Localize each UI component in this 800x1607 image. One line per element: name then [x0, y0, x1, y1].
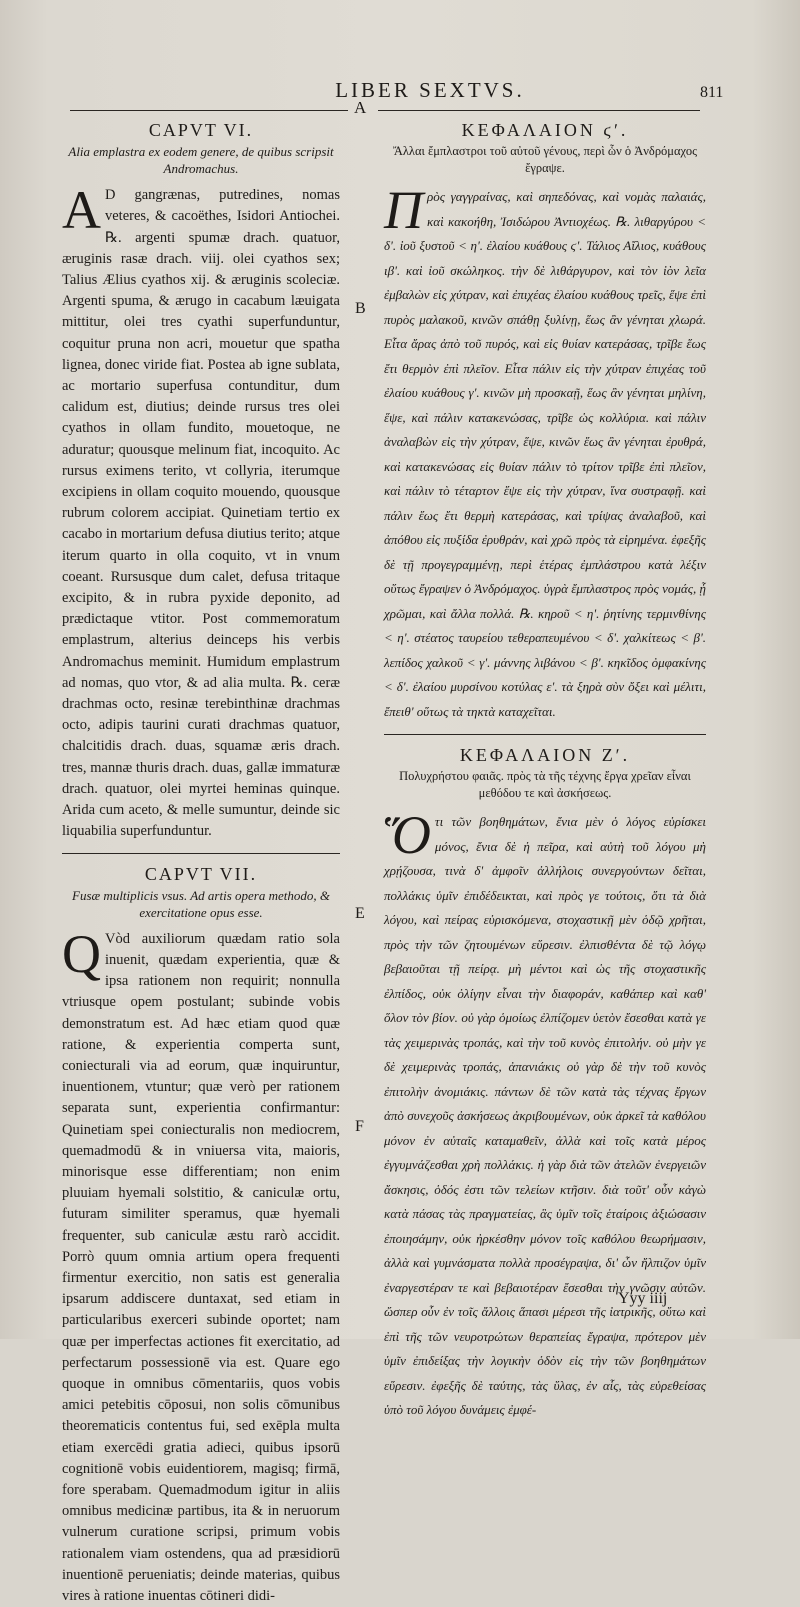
running-head: LIBER SEXTVS. — [335, 78, 525, 102]
chapter-7-text: QVòd auxiliorum quædam ratio sola inuenit, quædam experientia, quæ & ipsa rationem non requirit; nonnulla vtriusque opem postulant; subinde vobis demonstratum est. Ad hæc etiam quod quæ ratione, & experientia comperta sunt, coniecturali via ad eorum, quæ inquiruntur, inuentionem, vtuntur; quæ verò per rationem separata sunt, experientia confirmantur: Quinetiam spei coniecturalis non mediocrem, quemadmodū & in vniuersa vita, maioris, minorisque esse differentiam; non enim pluuiam hyemali solstitio, & caniculæ ortu, futuram similiter speramus, quæ hyemali frequenter, sub caniculæ æstu rarò accidit. Porrò quum omnia artium opera frequenti firmentur exercitio, non satis est generalia ipsarum addiscere duntaxat, sed etiam in particularibus exerceri subinde oportet; nam quæ per imperfectas actiones fit exercitatio, ad perfectarum possessionē via est. Quare ego quoque in omnibus cōmentariis, quos vobis amici petebitis cōposui, non solis cōmunibus theorematicis contentus fui, sed exēpla multa etiam exercēdi gratia adieci, quibus ipsorū cognitionē vobis euidentiorem, magisq; firmā, fore sperabam. Quemadmodum igitur in aliis omnibus medicinæ partibus, ita & in neruorum vulnerum curatione scripsi, primum vobis rationalem viam ostendens, qua ad præsidiorū inuentionē perueniatis; deinde materias, quibus vires à ratione inuentas cōtineri didi- — [62, 923, 340, 1604]
kephalaion-7-text: Ὅτι τῶν βοηθημάτων, ἔνια μὲν ὁ λόγος εὑρίσκει μόνος, ἔνια δὲ ἡ πεῖρα, καὶ αὐτὴ τοῦ λόγου μὴ χρῄζουσα, τινὰ δ' ἀμφοῖν ἀλλήλοις συνεργούντων δεῖται, πολλάκις ὑμῖν ἐπιδέδεικται, καὶ πρὸς γε τούτοις, ὅτι τὰ διὰ λόγου, καὶ πείρας εὑρισκόμενα, στοχαστικῇ μὲν ὁδῷ χρῆται, πρὸς τὴν τῶν ζητουμένων εὕρεσιν. ἐλπισθέντα δὲ τῷ λόγῳ βεβαιοῦται τῇ πείρᾳ. μὴ μέντοι καὶ ὡς τῆς στοχαστικῆς ἐλπίδος, οὐκ ὀλίγην εἶναι τὴν διαφοράν, καθάπερ καὶ καθ' ὅλον τὸν βίον. οὐ γὰρ ὁμοίως ἐλπίζομεν ὑετὸν ἔσεσθαι κατὰ γε τὰς χειμερινὰς τροπάς, καὶ τὴν τοῦ κυνὸς ἐπιτολήν. οὐ μὴν γε δὲ χειμερινὰς τροπάς, ἀπανιάκις οὐ γὰρ δὲ τὴν τοῦ κυνὸς ἐπιτολὴν ἀνομιάκις. πάντων δὲ τῶν κατὰ τὰς τέχνας ἔργων ἀπὸ συνεχοῦς ἀσκήσεως ἀκριβουμένων, οὐκ ἀρκεῖ τὰ καθόλου μόνον ἐν αὐταῖς καταμαθεῖν, ἀλλὰ καὶ τοῖς κατὰ μέρος ἐγγυμνάζεσθαι χρὴ πολλάκις. ἡ γὰρ διὰ τῶν ἀτελῶν ἐνεργειῶν ἄσκησις, ὁδός ἐστι τῶν τελείων κτῆσιν. διὰ τοῦτ' οὖν κἀγὼ κατὰ πάσας τὰς πραγματείας, ἃς ὑμῖν τοῖς ἑταίροις ἀξιώσασιν ἐποιησάμην, οὐκ ἠρκέσθην μόνον τοῖς καθόλου θεωρήμασιν, ἀλλὰ καὶ γυμνάσματα πολλὰ προσέγραψα, δι' ὧν ἤλπιζον ὑμῖν ἐναργεστέραν τε καὶ βεβαιοτέραν ἔσεσθαι τὴν γνῶσιν αὐτῶν. ὥσπερ οὖν ἐν τοῖς ἄλλοις ἅπασι μέρεσι τῆς ἰατρικῆς, οὕτω καὶ ἐπὶ τῆς τῶν νευροτρώτων θεραπείας ἔγραψα, πρότερον μὲν ὑμῖν ἐπιδείξας τὴν λογικὴν ὁδὸν εἰς τὴν τῶν βοηθημάτων εὕρεσιν. ἐφεξῆς δὲ ταύτης, τὰς ὕλας, ἐν αἷς, τὰς εὑρεθείσας ὑπὸ τοῦ λόγου δυνάμεις ἐμφέ- — [384, 805, 706, 1418]
kephalaion-6-text: Πρὸς γαγγραίνας, καὶ σηπεδόνας, καὶ νομὰς παλαιάς, καὶ κακοήθη, Ἰσιδώρου Ἀντιοχέως. ℞. λιθαργύρου < δʹ. ἰοῦ ξυστοῦ < ηʹ. ἐλαίου κυάθους ϛʹ. Τάλιος Αἴλιος, κυάθους ιβʹ. καὶ ἰοῦ σκώληκος. τὴν δὲ λιθάργυρον, καὶ τὸν ἰὸν λεῖα ἐμβαλὼν εἰς χύτραν, καὶ ἐπιχέας ἐλαίου κυάθους τρεῖς, ἕψε ἐπὶ πυρὸς μαλακοῦ, κινῶν σπάθῃ ξυλίνῃ, ἕως ἂν γένηται χλωρά. Εἶτα ἄρας ἀπὸ τοῦ πυρός, καὶ εἰς θυίαν κατεράσας, τρῖβε ἕως ἔτι θερμὸν ἐπὶ πλεῖον. Εἶτα πάλιν εἰς τὴν χύτραν ἐπιχέας τοῦ ἐλαίου κυάθους γʹ. κινῶν μὴ προσκαῇ, ἕως ἂν γένηται μηλίνη, ἕψε, καὶ πάλιν κατακενώσας, τρῖβε ὡς κολλύρια. καὶ πάλιν ἀναλαβὼν εἰς τὴν χύτραν, ἕψε, κινῶν ἕως ἂν γένηται ἐρυθρά, καὶ κατακενώσας εἰς θυίαν πάλιν τὸ τρίτον τρῖβε ἐπὶ πλεῖον, καὶ πάλιν τὸ τέταρτον ἕψε εἰς τὴν χύτραν, ἵνα συστραφῇ. καὶ πάλιν ἕως ἔτι θερμὴ κατεράσας, καὶ τρίψας ἀναλαβοῦ, καὶ ἀπόθου εἰς πυξίδα ἐρυθράν, καὶ χρῶ πρὸς τὰ εἰρημένα. ἐφεξῆς δὲ τῇ προγεγραμμένῃ, περὶ ἑτέρας ἐμπλάστρου κατὰ λέξιν οὕτως ἔγραψεν ὁ Ἀνδρόμαχος. ὑγρὰ ἔμπλαστρος πρὸς νομάς, ᾗ χρῶμαι, καὶ ἄλλα πολλά. ℞. κηροῦ < ηʹ. ῥητίνης τερμινθίνης < ηʹ. στέατος ταυρείου τεθεραπευμένου < δʹ. χαλκίτεως < βʹ. λεπίδος χαλκοῦ < γʹ. μάννης λιβάνου < βʹ. κηκῖδος ὀμφακίνης < δʹ. ἐλαίου μυρσίνου κοτύλας εʹ. τὰ ξηρὰ σὺν ὄξει καὶ μέλιτι, ἔπειθ' οὕτως τὰ τηκτὰ καταχεῖται. — [384, 180, 706, 719]
margin-marker-e: E — [355, 905, 365, 922]
kephalaion-7-title: ΚΕΦΑΛΑΙΟΝ Ζʹ. — [459, 745, 631, 766]
chapter-6-title: CAPVT VI. — [148, 120, 254, 140]
chapter-6-text: AD gangrænas, putredines, nomas veteres, & cacoëthes, Isidori Antiochei. ℞. argenti spumæ drach. quatuor, æruginis rasæ drach. viij. olei cyathos sex; Talius Ælius cyathos xij. & æruginis scoleciæ. Argenti spuma, & ærugo in cacabum læuigata mittitur, olei tres cyathi superfunduntur, coquitur pruna non acri, mouetur que spatha lignea, donec viride fiat. Postea ab igne sublata, ac mortario superfusa contunditur, dum calidum est, diutius; deinde rursus tres olei cyathos in ollam fundito, mouetoque, ne aduratur; quousque melinum fiat, incoquito. Ac rursus eximens terito, vt collyria, iterumque excipiens in ollam coquito mouendo, quousque rubrum colorem accipiat. Quinetiam tertio ex cacabo in mortarium defusa diutius terito; atque iterum quarto in olla coquito, vt in vnum coeant. Rursusque dum calet, defusa tritaque excipito, & in rubra pyxide deponito, ad prædictaque vtitor. Post commemoratum emplastrum, alterius deinceps his verbis Andromachus meminit. Humidum emplastrum ad nomas, quo vtor, & ad alia multa. ℞. ceræ drachmas octo, resinæ terebinthinæ drachmas octo, adipis taurini curati drachmas quatuor, chalcitidis drach. duas, squamæ æris drach. tres, mannæ thuris drach. duas, gallæ immaturæ drach. quatuor, olei myrtei heminas quinque. Arida cum aceto, & melle sumuntur, deinde sic liquabilia superfunduntur. — [62, 180, 340, 840]
header-rule-right — [378, 110, 700, 111]
margin-marker-b: B — [355, 300, 366, 317]
kephalaion-7-divider — [384, 734, 706, 766]
section-marker-a: A — [354, 98, 367, 117]
chapter-7-divider — [62, 853, 340, 885]
page-number: 811 — [700, 84, 724, 101]
chapter-7-title: CAPVT VII. — [144, 863, 258, 884]
header-rule-left — [70, 110, 348, 111]
latin-column — [62, 116, 340, 1604]
kephalaion-6-title: ΚΕΦΑΛΑΙΟΝ ϛʹ. — [461, 120, 629, 140]
kephalaion-7-subtitle: Πολυχρήστου φαιᾶς. πρὸς τὰ τῆς τέχνης ἔργα χρεῖαν εἶναι μεθόδου τε καὶ ἀσκήσεως. — [399, 769, 691, 801]
signature-catchword: Yyy iiij — [618, 1290, 668, 1307]
chapter-6-subtitle: Alia emplastra ex eodem genere, de quibus scripsit Andromachus. — [68, 144, 334, 177]
chapter-7-subtitle: Fusæ multiplicis vsus. Ad artis opera methodo, & exercitatione opus esse. — [72, 887, 330, 920]
margin-marker-f: F — [355, 1118, 364, 1135]
kephalaion-6-subtitle: Ἄλλαι ἔμπλαστροι τοῦ αὐτοῦ γένους, περὶ ὧν ὁ Ἀνδρόμαχος ἔγραψε. — [392, 144, 698, 176]
